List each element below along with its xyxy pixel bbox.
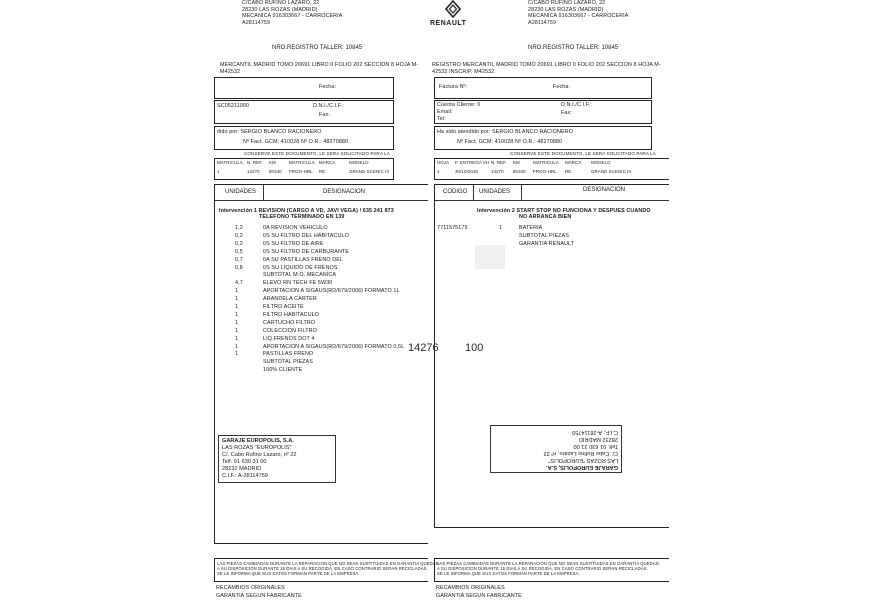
vehicle-header-row: [217, 160, 369, 167]
vh-cell: MATRICULA: [217, 160, 243, 165]
stamp-line: Telf. 91 630 31 00: [573, 443, 618, 449]
line-desc: 100% CLIENTE: [263, 367, 303, 374]
vh-cell: MARCA: [565, 160, 582, 165]
line-qty: 0,2: [235, 232, 243, 239]
address-line: 28230 LAS ROZAS (MADRID): [242, 6, 318, 13]
address-line: 28230 LAS ROZAS (MADRID): [528, 6, 604, 13]
footer-garantia: GARANTIA SEGUN FABRICANTE: [216, 593, 302, 599]
footer-line: LAS PIEZAS CAMBIADAS DURANTE LA REPARACION QUE NO SEAN SUSTITUIDAS EN GARANTIA QUEDAN: [437, 561, 659, 566]
vh-cell: HOJA: [437, 160, 450, 165]
line-desc: APORTACION A SIGAUS(RD/679/2006) FORMATO 1L: [263, 288, 400, 295]
doc-number: SC05211000: [217, 103, 250, 109]
fax-label-right: Fax:: [561, 110, 572, 116]
fact-line: Nº Fact. GCM: 410028 Nº O.R.: 48270880: [243, 139, 349, 145]
vh-cell: KM: [513, 160, 520, 165]
vv-cell: 1: [437, 169, 440, 174]
line-desc: PASTILLAS FRENO: [263, 351, 314, 358]
stamp-line: 28232 MADRID: [578, 436, 618, 442]
vehicle-header-row-right: [437, 160, 611, 167]
vv-cell: 80340: [513, 169, 526, 174]
line-desc: 0S SU LIQUIDO DE FRENOS: [263, 264, 338, 271]
cuenta-cliente: Cuenta Cliente: 0: [437, 102, 481, 108]
line-desc: ARANDELA CARTER: [263, 296, 317, 303]
warning-text: CONSERVE ESTE DOCUMENTO, LE SERA SOLICITADO PARA LA: [244, 151, 390, 156]
line-qty: 0,7: [235, 256, 243, 263]
vehicle-table-right: [434, 158, 669, 180]
registro-taller-right: NRO.REGISTRO TALLER: 10845: [528, 45, 619, 51]
address-line: A28114759: [242, 19, 271, 26]
address-line: A28114759: [528, 19, 557, 26]
overlay-number-right: 100: [465, 342, 484, 354]
vh-cell: MODELO: [349, 160, 369, 165]
line-desc: APORTACION A SIGAUS(RD/679/2006) FORMATO 0,5L: [263, 343, 405, 350]
line-qty: 1: [235, 343, 239, 350]
intervention-title: Intervención 1 REVISION (CARGO A VD, JAVI VEGA) / 635 241 873: [219, 208, 394, 214]
col-designacion-right: DESIGNACION: [583, 187, 626, 193]
fecha-label: Fecha:: [319, 84, 337, 90]
attended-by: dido por: SERGIO BLANCO RACIONERO: [217, 129, 322, 135]
stamp-line: C/. Cabo Rufino Lazaro, nº 22: [222, 452, 297, 458]
address-line: MECANICA 916303667 - CARROCERIA: [528, 13, 629, 20]
footer-line: SE LE INFORMA QUE SUS DATOS FORMAN PARTE DE LA EMPRESA.: [217, 571, 360, 576]
vv-cell: RE: [319, 169, 326, 174]
email-label: Email:: [437, 109, 453, 115]
stamp-line: C/. Cabo Rufino Lazaro, nº 22: [543, 450, 618, 456]
right-invoice: [430, 0, 668, 600]
registro-mercantil-right-2: 42532 INSCRIP. M42532: [432, 69, 495, 75]
vehicle-value-row-right: [437, 169, 631, 176]
line-desc: 0A SU PASTILLAS FRENO DEL: [263, 256, 343, 263]
line-qty: 1: [235, 311, 239, 318]
line-qty: 1: [235, 351, 239, 358]
footer-line: A SU DISPOSICION DURANTE 15 DIAS A SU RECOGIDA, EN CASO CONTRARIO SERAN RECICLADAS.: [437, 566, 648, 571]
col-designacion: DESIGNACION: [323, 189, 366, 195]
line-desc: SUBTOTAL PIEZAS: [519, 233, 569, 239]
factura-box: [434, 77, 652, 99]
line-qty: 1: [235, 327, 239, 334]
fecha-box: [214, 77, 394, 99]
intervention-title-right-2: NO ARRANCA BIEN: [519, 214, 572, 220]
footer-recambios-right: RECAMBIOS ORIGINALES: [436, 585, 505, 591]
vh-cell: F. ENTREGA VH: [455, 160, 490, 165]
line-desc: 0S SU FILTRO DEL HABITACULO: [263, 232, 349, 239]
overlay-number-left: 14276: [408, 342, 439, 354]
dni-label: D.N.I./C.I.F.:: [313, 103, 344, 109]
fact-line-right: Nº Fact. GCM: 410028 Nº O.R.: 48270880: [457, 139, 563, 145]
footer-garantia-right: GARANTIA SEGUN FABRICANTE: [436, 593, 522, 599]
line-qty: 1,2: [235, 225, 243, 231]
vv-cell: 14270: [247, 169, 260, 174]
line-desc: CARTUCHO FILTRO: [263, 319, 316, 326]
fecha-label-right: Fecha:: [553, 84, 571, 90]
line-desc: SUBTOTAL M.O. MECANICA: [263, 272, 337, 279]
line-desc: GARANTIA RENAULT: [519, 241, 575, 247]
stamp-line: Telf. 91 630 31 00: [222, 459, 267, 465]
client-box: [214, 100, 394, 124]
vh-cell: MARCA: [319, 160, 336, 165]
vh-cell: MATRICULA: [533, 160, 559, 165]
registro-mercantil-2: M42532: [220, 69, 241, 75]
stamp-line: GARAJE EUROPOLIS, S.A.: [222, 438, 294, 444]
line-desc: BATERIA: [519, 225, 543, 231]
vh-cell: N. REF.: [491, 160, 507, 165]
line-qty: 4,7: [235, 280, 243, 287]
workshop-address: [242, 0, 342, 26]
attended-by-right: Ha sido atendido por: SERGIO BLANCO RACIONERO: [437, 129, 574, 135]
footer-line: SE LE INFORMA QUE SUS DATOS FORMAN PARTE DE LA EMPRESA.: [437, 571, 580, 576]
vv-cell: GRAND SCENIC III: [349, 169, 390, 174]
footer-recambios: RECAMBIOS ORIGINALES: [216, 585, 285, 591]
smudge: [475, 245, 505, 269]
intervention-title-2: TELEFONO TERMINADO EN 139: [259, 214, 345, 220]
vehicle-table: [214, 158, 394, 180]
stamp-line: LAS ROZAS "EUROPOLIS": [222, 445, 292, 451]
lines-table: [214, 184, 428, 544]
line-desc: FILTRO ACEITE: [263, 304, 304, 310]
vv-cell: RE: [565, 169, 572, 174]
footer-text-right: [437, 561, 659, 576]
company-stamp: [218, 435, 336, 483]
address-line: MECANICA 916303667 - CARROCERIA: [242, 13, 343, 20]
attended-box: [214, 126, 394, 150]
left-invoice: [214, 0, 439, 600]
line-qty: 1: [235, 304, 239, 310]
tel-label: Tel:: [437, 116, 446, 122]
address-line: C/CABO RUFINO LAZARO, 22: [242, 0, 320, 6]
stamp-line: 28232 MADRID: [222, 466, 262, 472]
col-unidades: UNIDADES: [225, 189, 257, 195]
stamp-line: LAS ROZAS "EUROPOLIS": [548, 457, 618, 463]
line-qty: 1: [235, 288, 239, 295]
line-qty: 0,2: [235, 240, 243, 247]
footer-line: LAS PIEZAS CAMBIADAS DURANTE LA REPARACION QUE NO SEAN SUSTITUIDAS EN GARANTIA QUEDAN: [217, 561, 439, 566]
line-qty: 0,8: [235, 264, 243, 271]
dni-label-right: D.N.I./C.I.F.:: [561, 102, 592, 108]
registro-taller: NRO.REGISTRO TALLER: 10845: [272, 45, 363, 51]
stamp-line: C.I.F.: A-28114759: [572, 429, 618, 435]
registro-mercantil: MERCANTIL MADRID TOMO 20691 LIBRO 0 FOLIO 202 SECCION 8 HOJA M-: [220, 62, 419, 68]
line-qty: 1: [235, 319, 239, 326]
workshop-address-right: [528, 0, 628, 26]
line-desc: LIQ.FRENOS DOT 4: [263, 335, 315, 342]
line-qty: 1: [235, 335, 239, 342]
line-qty: 1: [235, 296, 239, 303]
stamp-line: GARAJE EUROPOLIS, S.A.: [546, 464, 618, 470]
footer-box-right: [434, 558, 669, 582]
vehicle-value-row: [217, 169, 389, 176]
vv-cell: FROO-HRL: [289, 169, 313, 174]
footer-line: A SU DISPOSICION DURANTE 15 DIAS A SU RECOGIDA, EN CASO CONTRARIO SERAN RECICLADAS.: [217, 566, 428, 571]
vh-cell: MATRICULA: [289, 160, 315, 165]
footer-text: [217, 561, 439, 576]
line-code: 7711575175: [437, 225, 468, 231]
line-desc: SUBTOTAL PIEZAS: [263, 359, 313, 366]
line-desc: FILTRO HABITACULO: [263, 311, 320, 318]
vv-cell: GRAND SCENIC III: [591, 169, 632, 174]
fax-label: Fax:: [319, 112, 330, 118]
attended-box-right: [434, 126, 652, 150]
line-qty: 0,5: [235, 248, 243, 255]
vv-cell: 1: [217, 169, 220, 174]
line-desc: ELEVO RN TECH FE 5W30: [263, 280, 333, 287]
vv-cell: 30/10/2015: [455, 169, 478, 174]
line-desc: 0S SU FILTRO DE CARBURANTE: [263, 248, 350, 255]
vv-cell: 80340: [269, 169, 282, 174]
vh-cell: N. REF.: [247, 160, 263, 165]
line-desc: 0S SU FILTRO DE AIRE: [263, 240, 324, 247]
lines-table-right: [434, 184, 669, 528]
client-box-right: [434, 100, 652, 124]
stamp-line: C.I.F.: A-28114759: [222, 473, 268, 479]
address-line: C/CABO RUFINO LAZARO, 22: [528, 0, 606, 6]
vv-cell: FROO-HRL: [533, 169, 557, 174]
company-stamp-right: [490, 425, 622, 473]
intervention-title-right: Intervención 2 START STOP NO FUNCIONA Y DESPUES CUANDO: [477, 208, 651, 214]
line-desc: 0A REVISION VEHICULO: [263, 225, 328, 231]
vh-cell: KM: [269, 160, 276, 165]
factura-label: Factura Nº:: [439, 84, 468, 90]
footer-box: [214, 558, 439, 582]
brand-name: RENAULT: [430, 20, 467, 27]
col-codigo: CODIGO: [443, 189, 468, 195]
line-desc: COLECCION FILTRO: [263, 327, 317, 334]
line-qty: 1: [499, 225, 503, 231]
warning-text-right: CONSERVE ESTE DOCUMENTO, LE SERA SOLICITADO PARA LA: [510, 151, 656, 156]
col-unidades-right: UNIDADES: [479, 189, 511, 195]
registro-mercantil-right: REGISTRO MERCANTIL MADRID TOMO 20691 LIBRO 0 FOLIO 202 SECCION 8 HOJA M-: [432, 62, 661, 68]
vh-cell: MODELO: [591, 160, 611, 165]
vv-cell: 14270: [491, 169, 504, 174]
